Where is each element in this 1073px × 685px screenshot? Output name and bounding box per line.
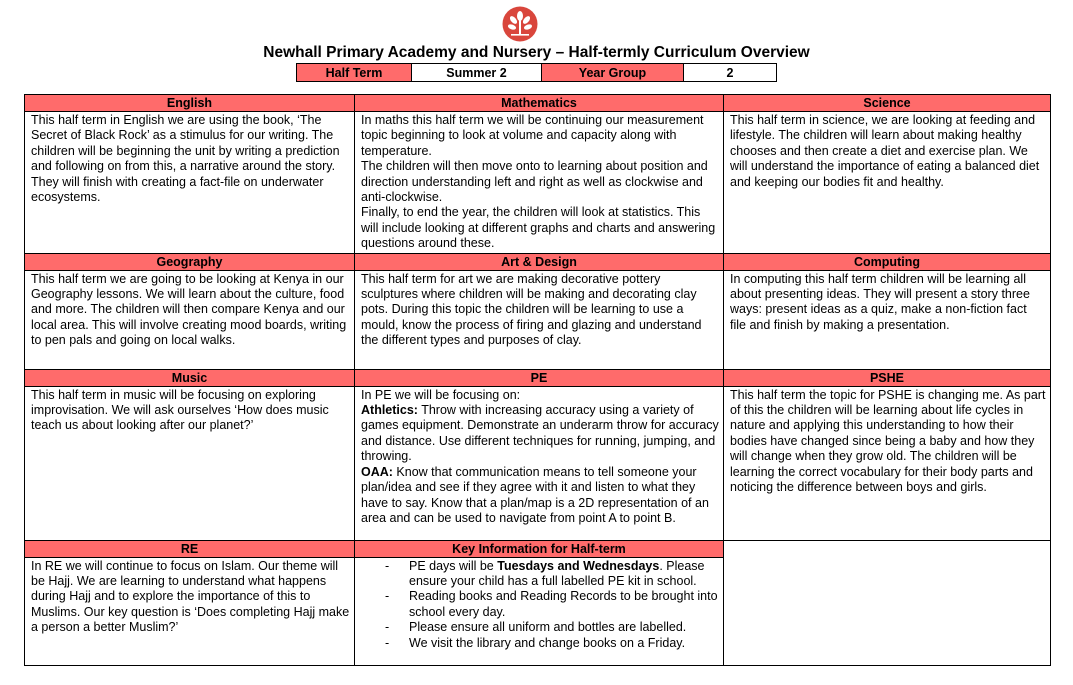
art-header: Art & Design: [355, 254, 723, 271]
maths-paragraph-1: In maths this half term we will be continuing our measurement topic beginning to look at volume and capacity along with temperature.: [361, 113, 704, 158]
re-cell: [25, 540, 355, 665]
english-text: This half term in English we are using the book, ‘The Secret of Black Rock’ as a stimulus for our writing. The children will be beginning the unit by writing a prediction and following on from this, a narrative around the story. They will finish with creating a fact-file on underwater ecosystems.: [31, 113, 340, 205]
year-group-value: 2: [684, 64, 777, 82]
pe-intro: In PE we will be focusing on:: [361, 387, 521, 402]
computing-header: Computing: [724, 254, 1050, 271]
re-text: In RE we will continue to focus on Islam. Our theme will be Hajj. We are learning to understand what happens during Hajj and to explore the importance of this to Muslims. Our key question is ‘Does completing Hajj make a person a better Muslim?’: [31, 558, 350, 635]
pe-athletics-label: Athletics:: [361, 403, 418, 418]
pe-oaa: [361, 465, 719, 527]
english-cell: [25, 95, 355, 254]
english-header: English: [25, 95, 354, 112]
pe-oaa-text: Know that communication means to tell someone your plan/idea and see if they agree with it and listen to what they have to say. Know that a plan/map is a 2D representation of an area and can be used to navigate from point A to point B.: [361, 464, 709, 525]
maths-paragraph-3: Finally, to end the year, the children will look at statistics. This will include looking at different graphs and charts and answering questions around these.: [361, 205, 716, 251]
maths-cell: [355, 95, 724, 254]
science-text: This half term in science, we are looking at feeding and lifestyle. The children will learn about making healthy chooses and then create a diet and exercise plan. We will understand the importance of eating a balanced diet and keeping our bodies fit and healthy.: [730, 113, 1040, 189]
maths-header: Mathematics: [355, 95, 723, 112]
pe-header: PE: [355, 370, 723, 387]
art-cell: [355, 253, 724, 369]
key-info-cell: [355, 540, 724, 665]
page-title: Newhall Primary Academy and Nursery – Half-termly Curriculum Overview: [263, 44, 810, 61]
key-info-list: [357, 559, 719, 651]
maths-paragraph-2: The children will then move onto to learning about position and direction understanding left and right as well as clockwise and anti-clockwise.: [361, 159, 708, 205]
key-info-item: - We visit the library and change books on a Friday.: [385, 636, 719, 651]
geography-header: Geography: [25, 254, 354, 271]
half-term-label: Half Term: [297, 64, 412, 82]
half-term-table: [296, 63, 777, 82]
key-info-header: Key Information for Half-term: [355, 541, 723, 558]
pshe-text: This half term the topic for PSHE is changing me. As part of this the children will be learning about life cycles in nature and applying this understanding to how their bodies have changed since being a baby and how they will change when they grow old. The children will be learning the correct vocabulary for their body parts and noticing the difference between boys and girls.: [730, 387, 1046, 495]
half-term-value: Summer 2: [412, 64, 542, 82]
computing-cell: [724, 253, 1051, 369]
pe-oaa-label: OAA:: [361, 464, 393, 479]
key-info-item: - Reading books and Reading Records to be brought into school every day.: [385, 589, 719, 620]
year-group-label: Year Group: [542, 64, 684, 82]
music-cell: [25, 369, 355, 540]
computing-text: In computing this half term children will be learning all about presenting ideas. They will present a story three ways: present ideas as a quiz, make a non-fiction fact file and finish by making a presentation.: [730, 271, 1030, 332]
empty-cell: [724, 540, 1051, 665]
school-logo: [502, 6, 538, 42]
geography-cell: [25, 253, 355, 369]
pshe-header: PSHE: [724, 370, 1050, 387]
re-header: RE: [25, 541, 354, 558]
science-header: Science: [724, 95, 1050, 112]
curriculum-grid: [24, 94, 1051, 666]
pshe-cell: [724, 369, 1051, 540]
pe-athletics-text: Throw with increasing accuracy using a variety of games equipment. Demonstrate an underarm throw for accuracy and distance. Use different techniques for running, jumping, and throwing.: [361, 403, 719, 464]
key-info-item: - PE days will be Tuesdays and Wednesdays. Please ensure your child has a full labelled PE kit in school.: [385, 559, 719, 590]
pe-athletics: [361, 403, 719, 465]
music-header: Music: [25, 370, 354, 387]
art-text: This half term for art we are making decorative pottery sculptures where children will be making and decorating clay pots. During this topic the children will be learning to use a mould, know the process of firing and glazing and understand the different types and purposes of clay.: [361, 271, 702, 348]
key-info-item: - Please ensure all uniform and bottles are labelled.: [385, 620, 719, 635]
science-cell: [724, 95, 1051, 254]
geography-text: This half term we are going to be looking at Kenya in our Geography lessons. We will learn about the culture, food and more. The children will then compare Kenya and our local area. This will involve creating mood boards, writing to pen pals and going on local walks.: [31, 271, 347, 348]
pe-cell: [355, 369, 724, 540]
music-text: This half term in music will be focusing on exploring improvisation. We will ask ourselves ‘How does music teach us about looking after our planet?’: [31, 387, 329, 433]
